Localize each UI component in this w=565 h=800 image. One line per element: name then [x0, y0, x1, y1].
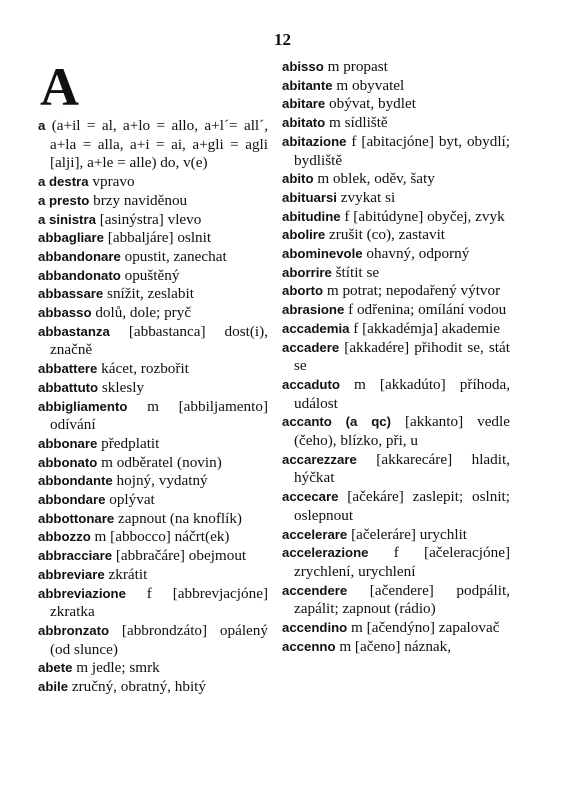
entry-headword: abbreviare [38, 566, 105, 582]
dictionary-entry [38, 622, 268, 659]
entry-definition: obývat, bydlet [325, 95, 416, 113]
dictionary-entry [282, 638, 510, 657]
entry-definition: m propast [323, 58, 388, 75]
entry-definition: [asinýstra] vlevo [95, 210, 202, 228]
entry-headword: abisso [282, 59, 324, 74]
entry-headword: accelerare [282, 526, 348, 542]
dictionary-entry [38, 528, 268, 547]
entry-definition: zkrátit [104, 565, 148, 583]
entry-headword: accarezzare [282, 451, 357, 467]
dictionary-entry [282, 451, 510, 488]
entry-headword: abito [282, 171, 314, 187]
dictionary-entry [38, 510, 268, 529]
entry-definition: brzy naviděnou [89, 191, 188, 209]
entry-definition: kácet, rozbořit [97, 360, 189, 378]
dictionary-entry [282, 544, 510, 581]
entry-definition: m potrat; nepodařený výtvor [323, 282, 501, 300]
entry-headword: abbandonato [38, 267, 121, 283]
dictionary-entry [282, 264, 510, 283]
entry-headword: abbandonare [38, 248, 121, 264]
entry-definition: m [ačeno] náznak, [335, 637, 452, 655]
entry-definition: f [abbrevjacjóne] zkratka [50, 584, 268, 621]
entry-headword: aborrire [282, 264, 332, 280]
entry-definition: f odřenina; omílání vodou [344, 301, 507, 319]
entry-headword: accendino [282, 620, 348, 636]
entry-definition: m sídliště [325, 114, 388, 132]
entry-headword: abbigliamento [38, 398, 128, 414]
dictionary-entry [282, 170, 510, 189]
entry-definition: předplatit [97, 434, 160, 452]
entry-definition: m oblek, oděv, šaty [313, 170, 435, 188]
entry-definition: [akkanto] vedle (čeho), blízko, při, u [294, 413, 510, 450]
entry-headword: abbattuto [38, 379, 99, 395]
entry-headword: accanto (a qc) [282, 414, 391, 430]
dictionary-entry [282, 208, 510, 227]
dictionary-entry [38, 117, 268, 173]
entry-definition: opustit, zanechat [120, 247, 227, 265]
dictionary-entry [282, 526, 510, 545]
right-column [282, 58, 510, 657]
entry-definition: m obyvatel [332, 76, 405, 94]
entry-definition: [abbračáre] obejmout [112, 547, 247, 565]
dictionary-entry [38, 585, 268, 622]
entry-headword: abitare [282, 96, 326, 112]
dictionary-entry [282, 114, 510, 133]
entry-headword: abile [38, 679, 69, 695]
entry-definition: m odběratel (novin) [97, 453, 222, 471]
entry-definition: [ačendere] podpálit, zapálit; zapnout (rádio) [294, 581, 510, 618]
entry-headword: abbagliare [38, 230, 104, 246]
entry-definition: [akkadére] přihodit se, stát se [294, 338, 510, 375]
entry-headword: abbracciare [38, 548, 113, 564]
entry-definition: ohavný, odporný [362, 245, 470, 263]
entry-definition: vpravo [88, 173, 135, 191]
entry-definition: f [akkadémja] akademie [349, 319, 500, 337]
entry-definition: štítit se [331, 263, 380, 281]
entry-definition: hojný, vydatný [112, 472, 208, 490]
dictionary-entry [38, 360, 268, 379]
entry-headword: aborto [282, 283, 324, 299]
dictionary-entry [38, 229, 268, 248]
entry-headword: abominevole [282, 246, 363, 262]
dictionary-entry [38, 379, 268, 398]
dictionary-entry [282, 133, 510, 170]
entry-definition: f [abitacjóne] byt, obydlí; bydliště [294, 132, 510, 169]
entry-headword: abitante [282, 77, 333, 93]
dictionary-entry [38, 454, 268, 473]
entry-headword: accademia [282, 320, 350, 336]
entry-definition: zvykat si [336, 188, 396, 206]
entry-headword: abbozzo [38, 529, 91, 545]
dictionary-entry [38, 248, 268, 267]
entry-headword: abituarsi [282, 189, 337, 205]
entry-headword: abbreviazione [38, 585, 126, 601]
dictionary-entry [282, 58, 510, 77]
entry-definition: m [abbiljamento] odívání [50, 397, 268, 434]
entry-headword: abitato [282, 115, 326, 131]
entry-headword: abbonare [38, 435, 98, 451]
entry-headword: abrasione [282, 302, 345, 318]
page-number: 12 [274, 30, 291, 49]
dictionary-entry [282, 226, 510, 245]
dictionary-entry [282, 189, 510, 208]
entry-headword: accelerazione [282, 545, 369, 561]
left-entry-list [38, 117, 268, 697]
dictionary-entry [38, 398, 268, 435]
entry-headword: abbattere [38, 361, 98, 377]
dictionary-entry [38, 435, 268, 454]
left-column [38, 58, 268, 697]
entry-headword: abbonato [38, 454, 98, 470]
entry-headword: a [38, 118, 46, 133]
entry-headword: abitudine [282, 208, 341, 224]
entry-definition: f [abitúdyne] obyčej, zvyk [340, 207, 505, 225]
dictionary-entry [282, 376, 510, 413]
dictionary-entry [38, 173, 268, 192]
right-entry-list [282, 58, 510, 657]
entry-headword: abbasso [38, 305, 92, 321]
entry-headword: a destra [38, 174, 89, 190]
entry-headword: abbottonare [38, 510, 115, 526]
dictionary-entry [282, 339, 510, 376]
entry-headword: abolire [282, 227, 326, 243]
entry-headword: accaduto [282, 376, 340, 392]
entry-definition: m [abbocco] náčrt(ek) [90, 528, 230, 546]
dictionary-entry [38, 659, 268, 678]
entry-headword: abbronzato [38, 622, 110, 638]
dictionary-entry [38, 211, 268, 230]
dictionary-entry [282, 301, 510, 320]
entry-definition: dolů, dole; pryč [91, 304, 192, 322]
entry-definition: zapnout (na knoflík) [114, 509, 242, 527]
entry-headword: abbastanza [38, 323, 110, 339]
dictionary-entry [38, 192, 268, 211]
entry-definition: [abbrondzáto] opálený (od slunce) [50, 621, 268, 658]
entry-definition: snížit, zeslabit [103, 285, 194, 303]
entry-headword: accendere [282, 582, 348, 598]
entry-headword: abitazione [282, 133, 347, 149]
entry-headword: abete [38, 660, 73, 676]
dictionary-entry [282, 77, 510, 96]
entry-definition: zrušit (co), zastavit [325, 226, 446, 244]
entry-definition: [abbaljáre] oslnit [103, 229, 212, 247]
dictionary-entry [38, 678, 268, 697]
dictionary-entry [38, 472, 268, 491]
dictionary-entry [282, 95, 510, 114]
entry-headword: a presto [38, 192, 90, 208]
entry-headword: accadere [282, 339, 340, 355]
entry-definition: oplývat [105, 491, 155, 509]
dictionary-entry [282, 413, 510, 450]
dictionary-entry [38, 547, 268, 566]
entry-headword: abbassare [38, 286, 104, 302]
entry-definition: [abbastanca] dost(i), značně [50, 322, 268, 359]
entry-definition: zručný, obratný, hbitý [68, 678, 206, 696]
entry-definition: m jedle; smrk [72, 659, 160, 677]
dictionary-entry [282, 619, 510, 638]
entry-definition: opuštěný [120, 266, 180, 284]
dictionary-entry [38, 304, 268, 323]
entry-headword: accecare [282, 489, 339, 505]
entry-definition: (a+il = al, a+lo = allo, a+l´= all´, a+la = alla, a+i = ai, a+gli = agli [alji], a+le = alle) do, v(e) [45, 117, 268, 172]
entry-definition: [ačekáre] zaslepit; oslnit; oslepnout [294, 488, 510, 524]
dictionary-entry [38, 267, 268, 286]
section-letter: A [40, 57, 79, 117]
entry-headword: abbondante [38, 473, 113, 489]
entry-definition: f [ačeleracjóne] zrychlení, urychlení [294, 544, 510, 580]
entry-headword: abbondare [38, 492, 106, 508]
entry-headword: a sinistra [38, 211, 96, 227]
dictionary-entry [282, 488, 510, 525]
dictionary-entry [282, 582, 510, 619]
dictionary-entry [38, 491, 268, 510]
dictionary-entry [38, 285, 268, 304]
dictionary-entry [282, 245, 510, 264]
entry-definition: [ačeleráre] urychlit [347, 525, 468, 543]
entry-definition: m [akkadúto] příhoda, událost [294, 375, 510, 412]
dictionary-entry [282, 282, 510, 301]
entry-definition: m [ačendýno] zapalovač [347, 619, 500, 637]
entry-definition: sklesly [98, 378, 145, 396]
entry-headword: accenno [282, 638, 336, 654]
dictionary-entry [38, 566, 268, 585]
dictionary-entry [282, 320, 510, 339]
entry-definition: [akkarecáre] hladit, hýčkat [294, 450, 510, 487]
dictionary-entry [38, 323, 268, 360]
